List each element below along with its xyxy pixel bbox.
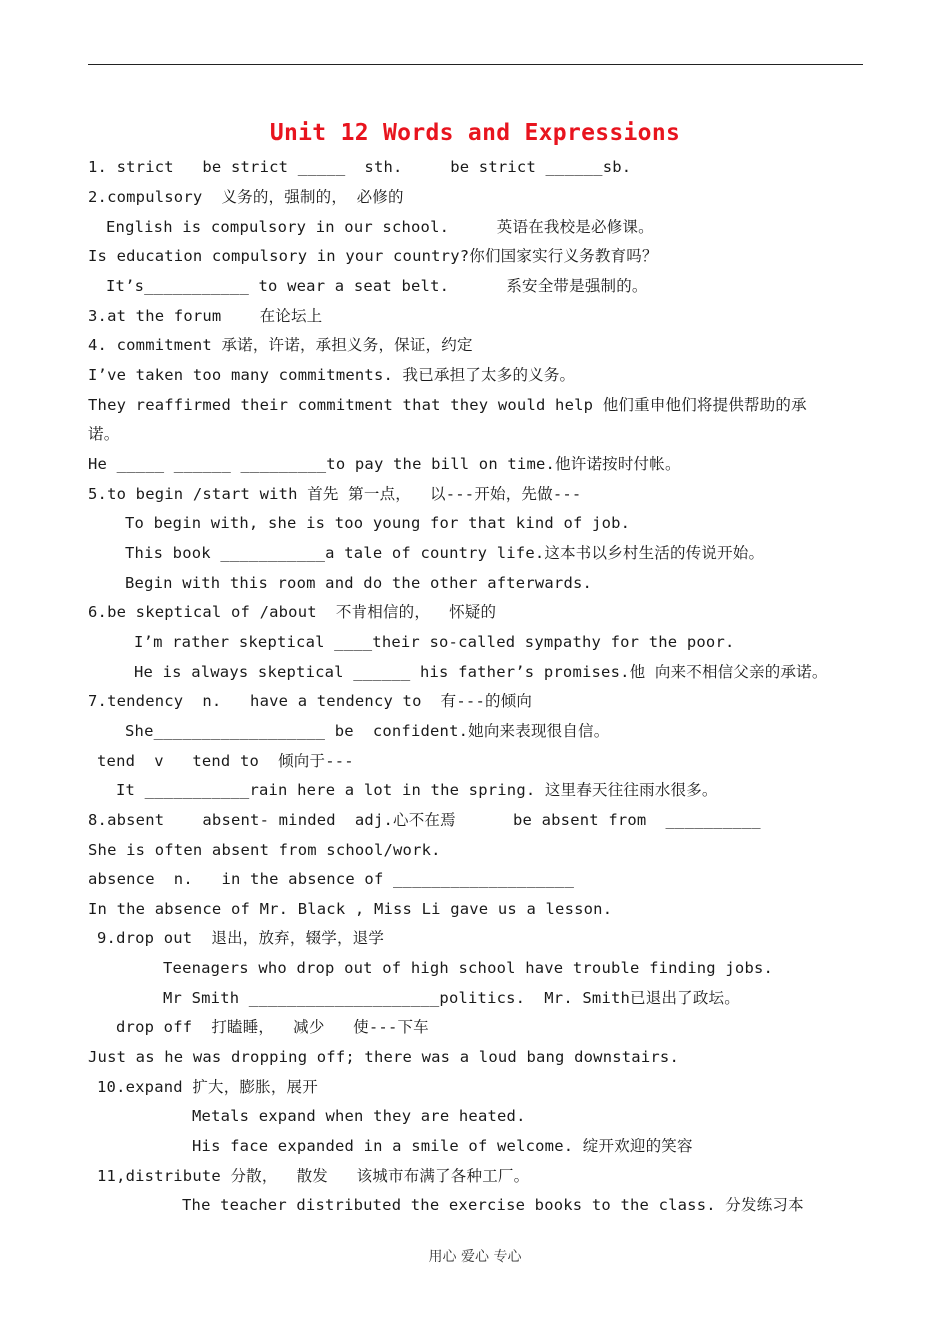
- text-line: 3.at the forum 在论坛上: [88, 307, 323, 325]
- text-line: Just as he was dropping off; there was a loud bang downstairs.: [88, 1048, 679, 1066]
- text-line: Is education compulsory in your country?你们国家实行义务教育吗？: [88, 247, 658, 265]
- text-line: I’m rather skeptical ____their so-called sympathy for the poor.: [134, 633, 735, 651]
- text-line: English is compulsory in our school. 英语在我校是必修课。: [106, 218, 654, 236]
- text-line: It’s___________ to wear a seat belt. 系安全带是强制的。: [106, 277, 648, 295]
- text-line: absence n. in the absence of ___________________: [88, 870, 575, 888]
- text-line: Begin with this room and do the other afterwards.: [125, 574, 593, 592]
- header-rule: [88, 64, 863, 65]
- text-line: She is often absent from school/work.: [88, 841, 441, 859]
- text-line: 8.absent absent- minded adj.心不在焉 be absent from __________: [88, 811, 761, 829]
- text-line: The teacher distributed the exercise books to the class. 分发练习本: [182, 1196, 804, 1214]
- text-line: 9.drop out 退出，放弃，辍学，退学: [97, 929, 385, 947]
- text-line: 1. strict be strict _____ sth. be strict ______sb.: [88, 158, 632, 176]
- text-line: In the absence of Mr. Black , Miss Li gave us a lesson.: [88, 900, 613, 918]
- text-line: Metals expand when they are heated.: [192, 1107, 526, 1125]
- text-line: 诺。: [88, 425, 120, 443]
- text-line: 7.tendency n. have a tendency to 有---的倾向: [88, 692, 533, 710]
- text-line: Mr Smith ____________________politics. Mr. Smith已退出了政坛。: [163, 989, 740, 1007]
- page-footer: 用心 爱心 专心: [428, 1249, 522, 1265]
- text-line: 4. commitment 承诺，许诺，承担义务，保证，约定: [88, 336, 473, 354]
- page-title: Unit 12 Words and Expressions: [269, 120, 681, 146]
- text-line: I’ve taken too many commitments. 我已承担了太多的义务。: [88, 366, 576, 384]
- text-line: He _____ ______ _________to pay the bill on time.他许诺按时付帐。: [88, 455, 681, 473]
- text-line: 11,distribute 分散， 散发 该城市布满了各种工厂。: [97, 1167, 530, 1185]
- text-line: To begin with, she is too young for that kind of job.: [125, 514, 631, 532]
- text-line: His face expanded in a smile of welcome. 绽开欢迎的笑容: [192, 1137, 693, 1155]
- text-line: Teenagers who drop out of high school have trouble finding jobs.: [163, 959, 774, 977]
- text-line: 5.to begin /start with 首先 第一点， 以---开始，先做---: [88, 485, 582, 503]
- text-line: 2.compulsory 义务的，强制的， 必修的: [88, 188, 404, 206]
- text-line: 10.expand 扩大，膨胀，展开: [97, 1078, 318, 1096]
- text-line: This book ___________a tale of country life.这本书以乡村生活的传说开始。: [125, 544, 765, 562]
- text-line: tend v tend to 倾向于---: [97, 752, 354, 770]
- text-line: 6.be skeptical of /about 不肯相信的， 怀疑的: [88, 603, 497, 621]
- text-line: He is always skeptical ______ his father’s promises.他 向来不相信父亲的承诺。: [134, 663, 828, 681]
- text-line: She__________________ be confident.她向来表现很自信。: [125, 722, 610, 740]
- text-line: They reaffirmed their commitment that they would help 他们重申他们将提供帮助的承: [88, 396, 807, 414]
- text-line: drop off 打瞌睡， 减少 使---下车: [116, 1018, 429, 1036]
- text-line: It ___________rain here a lot in the spring. 这里春天往往雨水很多。: [116, 781, 718, 799]
